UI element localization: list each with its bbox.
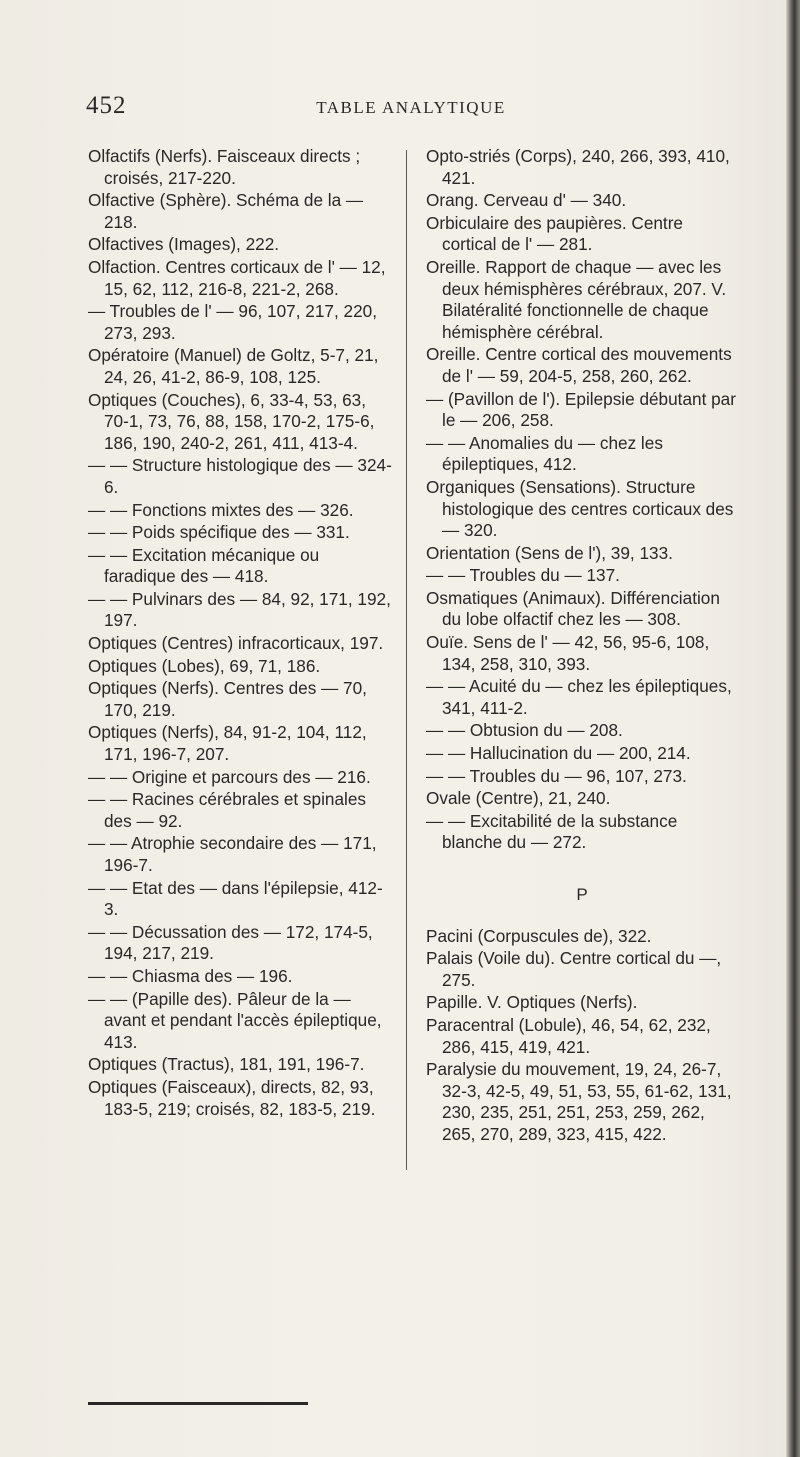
index-entry: — Troubles de l' — 96, 107, 217, 220, 273, 293. — [88, 301, 377, 343]
index-entry: — — Acuité du — chez les épileptiques, 341, 411-2. — [426, 676, 732, 718]
index-entry: — — Troubles du — 96, 107, 273. — [426, 765, 687, 786]
index-entry: — — Chiasma des — 196. — [88, 965, 293, 986]
index-entry: — — Structure histologique des — 324-6. — [88, 455, 392, 497]
running-head: TABLE ANALYTIQUE — [316, 98, 506, 117]
index-entry: — (Pavillon de l'). Epilepsie débutant par le — 206, 258. — [426, 388, 736, 431]
index-entry: Orang. Cerveau d' — 340. — [426, 190, 627, 211]
index-entry: Optiques (Lobes), 69, 71, 186. — [88, 655, 321, 676]
index-entry: Ouïe. Sens de l' — 42, 56, 95-6, 108, 134, 258, 310, 393. — [426, 632, 710, 674]
index-entry: — — Excitation mécanique ou faradique des — 418. — [88, 544, 320, 587]
index-entry: Paralysie du mouvement, 19, 24, 26-7, 32-3, 42-5, 49, 51, 53, 55, 61-62, 131, 230, 235, 251, 251, 253, 259, 262, 265, 270, 289, 323, 415, 422. — [426, 1059, 732, 1144]
left-column — [88, 146, 393, 1121]
index-entry: Olfactives (Images), 222. — [88, 234, 280, 255]
index-entry: Paracentral (Lobule), 46, 54, 62, 232, 286, 415, 419, 421. — [426, 1014, 711, 1057]
index-entry: Orbiculaire des paupières. Centre cortical de l' — 281. — [426, 212, 683, 255]
index-entry: Optiques (Couches), 6, 33-4, 53, 63, 70-1, 73, 76, 88, 158, 170-2, 175-6, 186, 190, 240-2, 261, 411, 413-4. — [88, 389, 375, 453]
index-entry: — — Excitabilité de la substance blanche du — 272. — [426, 810, 678, 853]
index-entry: — — Troubles du — 137. — [426, 565, 620, 586]
index-entry: Orientation (Sens de l'), 39, 133. — [426, 542, 673, 563]
index-entry: — — Atrophie secondaire des — 171, 196-7. — [88, 833, 377, 875]
index-entry: — — Racines cérébrales et spinales des — 92. — [88, 789, 366, 831]
index-entry: Optiques (Nerfs). Centres des — 70, 170, 219. — [88, 678, 367, 720]
index-entry: Olfactifs (Nerfs). Faisceaux directs ; croisés, 217-220. — [88, 146, 361, 188]
index-entry: Opto-striés (Corps), 240, 266, 393, 410, 421. — [426, 146, 730, 188]
index-entry: — — (Papille des). Pâleur de la — avant et pendant l'accès épileptique, 413. — [88, 988, 382, 1052]
index-entry: Palais (Voile du). Centre cortical du —, 275. — [426, 948, 722, 990]
index-entry: — — Obtusion du — 208. — [426, 720, 623, 741]
column-divider — [406, 150, 407, 1170]
index-entry: — — Fonctions mixtes des — 326. — [88, 499, 354, 520]
index-entry: — — Poids spécifique des — 331. — [88, 522, 350, 543]
index-entry: Ovale (Centre), 21, 240. — [426, 788, 611, 809]
index-entry: Opératoire (Manuel) de Goltz, 5-7, 21, 24, 26, 41-2, 86-9, 108, 125. — [88, 345, 379, 387]
index-entry: Oreille. Centre cortical des mouvements de l' — 59, 204-5, 258, 260, 262. — [426, 344, 732, 386]
index-entry: Optiques (Faisceaux), directs, 82, 93, 183-5, 219; croisés, 82, 183-5, 219. — [88, 1076, 376, 1119]
index-entry: — — Décussation des — 172, 174-5, 194, 217, 219. — [88, 921, 373, 964]
index-entry: Optiques (Tractus), 181, 191, 196-7. — [88, 1054, 365, 1075]
index-entry: — — Hallucination du — 200, 214. — [426, 743, 691, 764]
index-entry: Olfaction. Centres corticaux de l' — 12, 15, 62, 112, 216-8, 221-2, 268. — [88, 256, 386, 299]
page-spine-shadow — [786, 0, 800, 1457]
index-entry: Optiques (Nerfs), 84, 91-2, 104, 112, 171, 196-7, 207. — [88, 722, 367, 765]
index-entry: — — Etat des — dans l'épilepsie, 412-3. — [88, 877, 383, 920]
index-entry: Pacini (Corpuscules de), 322. — [426, 925, 652, 946]
index-entry: — — Anomalies du — chez les épileptiques, 412. — [426, 432, 663, 475]
section-letter: P — [576, 885, 588, 904]
page-header — [86, 92, 736, 126]
index-entry: Optiques (Centres) infracorticaux, 197. — [88, 633, 384, 654]
right-column — [426, 146, 738, 1147]
index-entry: — — Pulvinars des — 84, 92, 171, 192, 197. — [88, 588, 391, 631]
index-entry: Olfactive (Sphère). Schéma de la — 218. — [88, 190, 364, 232]
index-entry: Papille. V. Optiques (Nerfs). — [426, 992, 638, 1013]
index-entry: Organiques (Sensations). Structure histologique des centres corticaux des — 320. — [426, 476, 734, 541]
index-entry: Oreille. Rapport de chaque — avec les deux hémisphères cérébraux, 207. V. Bilatéralité fonctionnelle de chaque hémisphère cérébral. — [426, 256, 727, 342]
index-entry: — — Origine et parcours des — 216. — [88, 766, 371, 787]
index-entry: Osmatiques (Animaux). Différenciation du lobe olfactif chez les — 308. — [426, 587, 720, 630]
bottom-rule — [88, 1402, 308, 1405]
page-number: 452 — [86, 92, 127, 119]
